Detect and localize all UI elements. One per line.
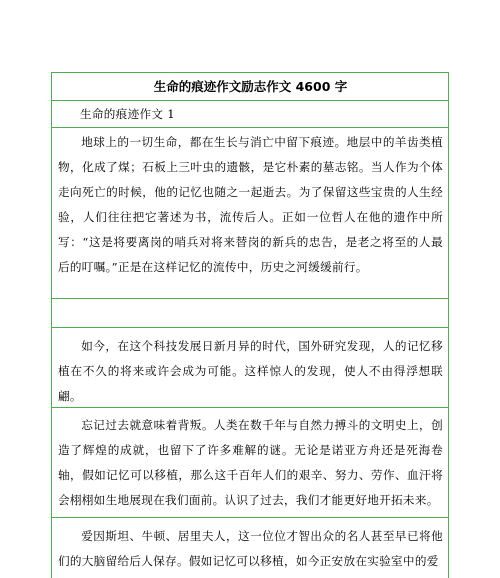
document-title: 生命的痕迹作文励志作文 4600 字 [52, 73, 448, 101]
paragraph-cell [52, 518, 448, 578]
paragraph: 爱因斯坦、牛顿、居里夫人，这一位位才智出众的名人甚至早已将他们的大脑留给后人保存。假如记忆可以移植，如今正安放在实验室中的爱 [58, 529, 443, 568]
paragraph-cell [52, 128, 448, 299]
blank-cell [52, 299, 448, 328]
paragraph: 忘记过去就意味着背叛。人类在数千年与自然力搏斗的文明史上，创造了辉煌的成就，也留下了许多难解的谜。无论是诺亚方舟还是死海卷轴，假如记忆可以移植，那么这千百年人们的艰辛、努力、劳作、血汗将会栩栩如生地展现在我们面前。认识了过去，我们才能更好地开拓未来。 [58, 418, 443, 507]
paragraph-cell [52, 328, 448, 408]
paragraph: 地球上的一切生命，都在生长与消亡中留下痕迹。地层中的羊齿类植物，化成了煤；石板上三叶虫的遗骸，是它朴素的墓志铭。当人作为个体走向死亡的时候，他的记忆也随之一起逝去。为了保留这些宝贵的人生经验，人们往往把它著述为书，流传后人。正如一位哲人在他的遗作中所写：“这是将要离岗的哨兵对将来替岗的新兵的忠告，是老之将至的人最后的叮嘱。”正是在这样记忆的流传中，历史之河缓缓前行。 [58, 135, 443, 274]
section-heading: 生命的痕迹作文 1 [52, 101, 448, 128]
document-table [51, 72, 449, 578]
paragraph-cell [52, 408, 448, 518]
paragraph: 如今，在这个科技发展日新月异的时代，国外研究发现，人的记忆移植在不久的将来或许会成为可能。这样惊人的发现，使人不由得浮想联翩。 [58, 339, 443, 403]
